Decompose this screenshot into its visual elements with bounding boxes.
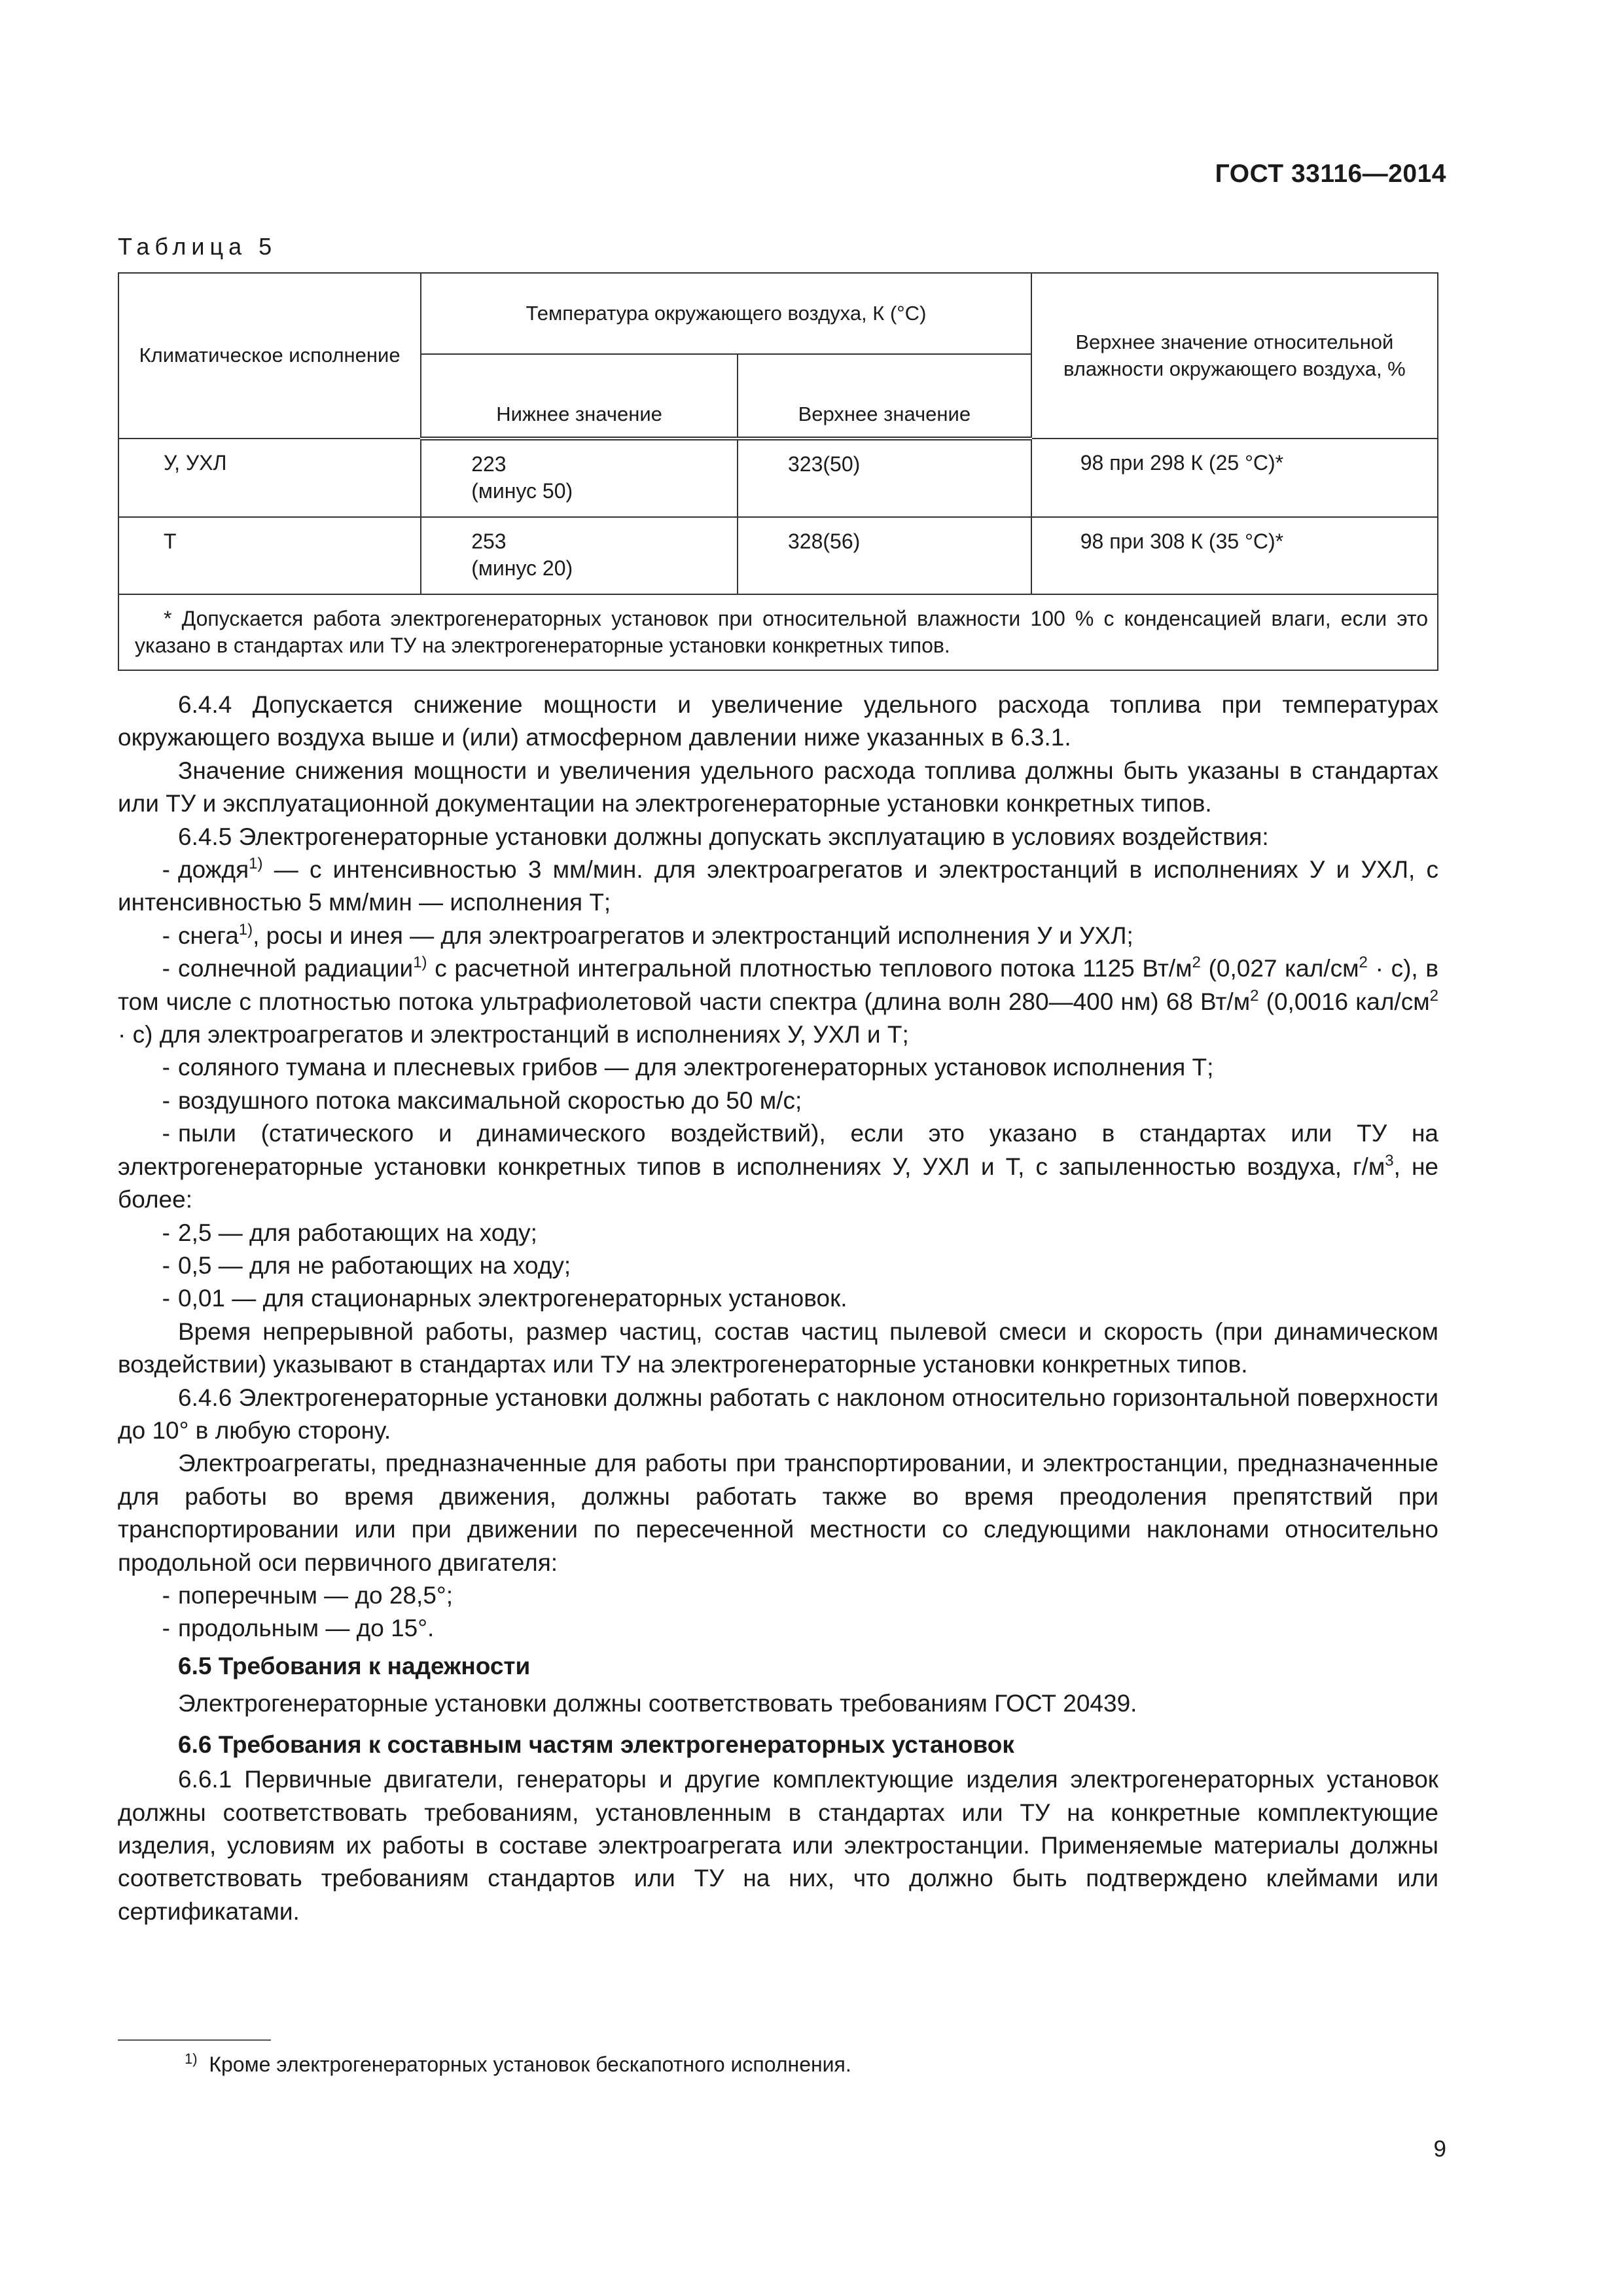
cell-lower: 253 (минус 20)	[421, 517, 738, 594]
paragraph: 6.4.5 Электрогенераторные установки должны допускать эксплуатацию в условиях воздействия:	[178, 823, 1269, 850]
list-item: - снега$^{1)}$, росы и инея — для электроагрегатов и электростанций исполнения У и УХЛ;	[162, 920, 1133, 949]
list-item: - солнечной радиации$^{1)}$ с расчетной интегральной плотностью теплового потока 1125 $Вт/м^2$ (0,027 кал/$см^2 \cdot с$), в том числе с плотностью потока ультрафиолетовой части спектра (длина волн 280—400 нм) 68 $Вт/м^2$ (0,0016 кал/$см^2 \cdot с$) для электроагрегатов и электростанций в исполнениях У, УХЛ и Т;	[118, 954, 1439, 1049]
cell-climate: Т	[118, 517, 421, 594]
cell-upper: 323(50)	[738, 439, 1031, 517]
list-item: - соляного тумана и плесневых грибов — для электрогенераторных установок исполнения Т;	[162, 1054, 1214, 1081]
list-item: - пыли (статического и динамического воздействий), если это указано в стандартах или ТУ на электрогенераторные установки конкретных типов в исполнениях У, УХЛ и Т, с запыленностью воздуха, $г/м^3$, не более:	[118, 1120, 1438, 1213]
list-item: - воздушного потока максимальной скоростью до 50 м/с;	[162, 1086, 802, 1114]
list-item: - 0,01 — для стационарных электрогенераторных установок.	[162, 1285, 847, 1312]
header-temp-upper: Верхнее значение	[738, 354, 1031, 439]
header-humidity: Верхнее значение относительной влажности окружающего воздуха, %	[1031, 273, 1438, 439]
paragraph: Электрогенераторные установки должны соответствовать требованиям ГОСТ 20439.	[178, 1689, 1137, 1717]
table-row	[118, 517, 1438, 594]
paragraph: Электроагрегаты, предназначенные для работы при транспортировании, и электростанции, предназначенные для работы во время движения, должны работать также во время преодоления препятствий при транспортировании или при движении по пересеченной местности со следующими наклонами относительно продольной оси первичного двигателя:	[118, 1450, 1438, 1576]
table-row	[118, 439, 1438, 517]
cell-climate: У, УХЛ	[118, 439, 421, 517]
list-item: - продольным — до 15°.	[162, 1615, 435, 1642]
header-climate: Климатическое исполнение	[118, 273, 421, 439]
list-item: - дождя$^{1)}$ — с интенсивностью 3 мм/мин. для электроагрегатов и электростанций в исполнениях У и УХЛ, с интенсивностью 5 мм/мин — исполнения Т;	[118, 855, 1438, 916]
body-text	[118, 689, 1438, 1928]
list-item: - поперечным — до 28,5°;	[162, 1581, 453, 1609]
cell-upper: 328(56)	[738, 517, 1031, 594]
table-caption: Таблица 5	[118, 233, 277, 260]
paragraph: 6.6.1 Первичные двигатели, генераторы и другие комплектующие изделия электрогенераторных установок должны соответствовать требованиям, установленным в стандартах или ТУ на конкретные комплектующие изделия, условиям их работы в составе электроагрегата или электростанции. Применяемые материалы должны соответствовать требованиям стандартов или ТУ на них, что должно быть подтверждено клеймами или сертификатами.	[118, 1766, 1438, 1925]
footnote-separator	[118, 2039, 271, 2041]
section-heading-6-6: 6.6 Требования к составным частям электрогенераторных установок	[178, 1731, 1014, 1759]
list-item: - 0,5 — для не работающих на ходу;	[162, 1251, 571, 1279]
cell-humidity: 98 при 298 К (25 °С)*	[1031, 439, 1438, 517]
section-heading-6-5: 6.5 Требования к надежности	[178, 1652, 531, 1679]
document-code: ГОСТ 33116—2014	[1215, 160, 1446, 188]
paragraph: Время непрерывной работы, размер частиц, состав частиц пылевой смеси и скорость (при динамическом воздействии) указывают в стандартах или ТУ на электрогенераторные установки конкретных типов.	[118, 1318, 1438, 1378]
list-item: - 2,5 — для работающих на ходу;	[162, 1219, 537, 1246]
climate-table	[118, 272, 1438, 671]
header-temperature: Температура окружающего воздуха, К (°С)	[421, 273, 1031, 354]
table-note: * Допускается работа электрогенераторных установок при относительной влажности 100 % с конденсацией влаги, если это указано в стандартах или ТУ на электрогенераторные установки конкретных типов.	[118, 594, 1438, 670]
page-number: 9	[1433, 2136, 1446, 2162]
paragraph: 6.4.6 Электрогенераторные установки должны работать с наклоном относительно горизонтальной поверхности до 10° в любую сторону.	[118, 1384, 1438, 1444]
paragraph: Значение снижения мощности и увеличения удельного расхода топлива должны быть указаны в стандартах или ТУ и эксплуатационной документации на электрогенераторные установки конкретных типов.	[118, 757, 1438, 817]
cell-lower: 223 (минус 50)	[421, 439, 738, 517]
paragraph: 6.4.4 Допускается снижение мощности и увеличение удельного расхода топлива при температурах окружающего воздуха выше и (или) атмосферном давлении ниже указанных в 6.3.1.	[118, 691, 1438, 751]
footnote: $^{1)}$ Кроме электрогенераторных установок бескапотного исполнения.	[185, 2051, 851, 2076]
header-temp-lower: Нижнее значение	[421, 354, 738, 439]
cell-humidity: 98 при 308 К (35 °С)*	[1031, 517, 1438, 594]
